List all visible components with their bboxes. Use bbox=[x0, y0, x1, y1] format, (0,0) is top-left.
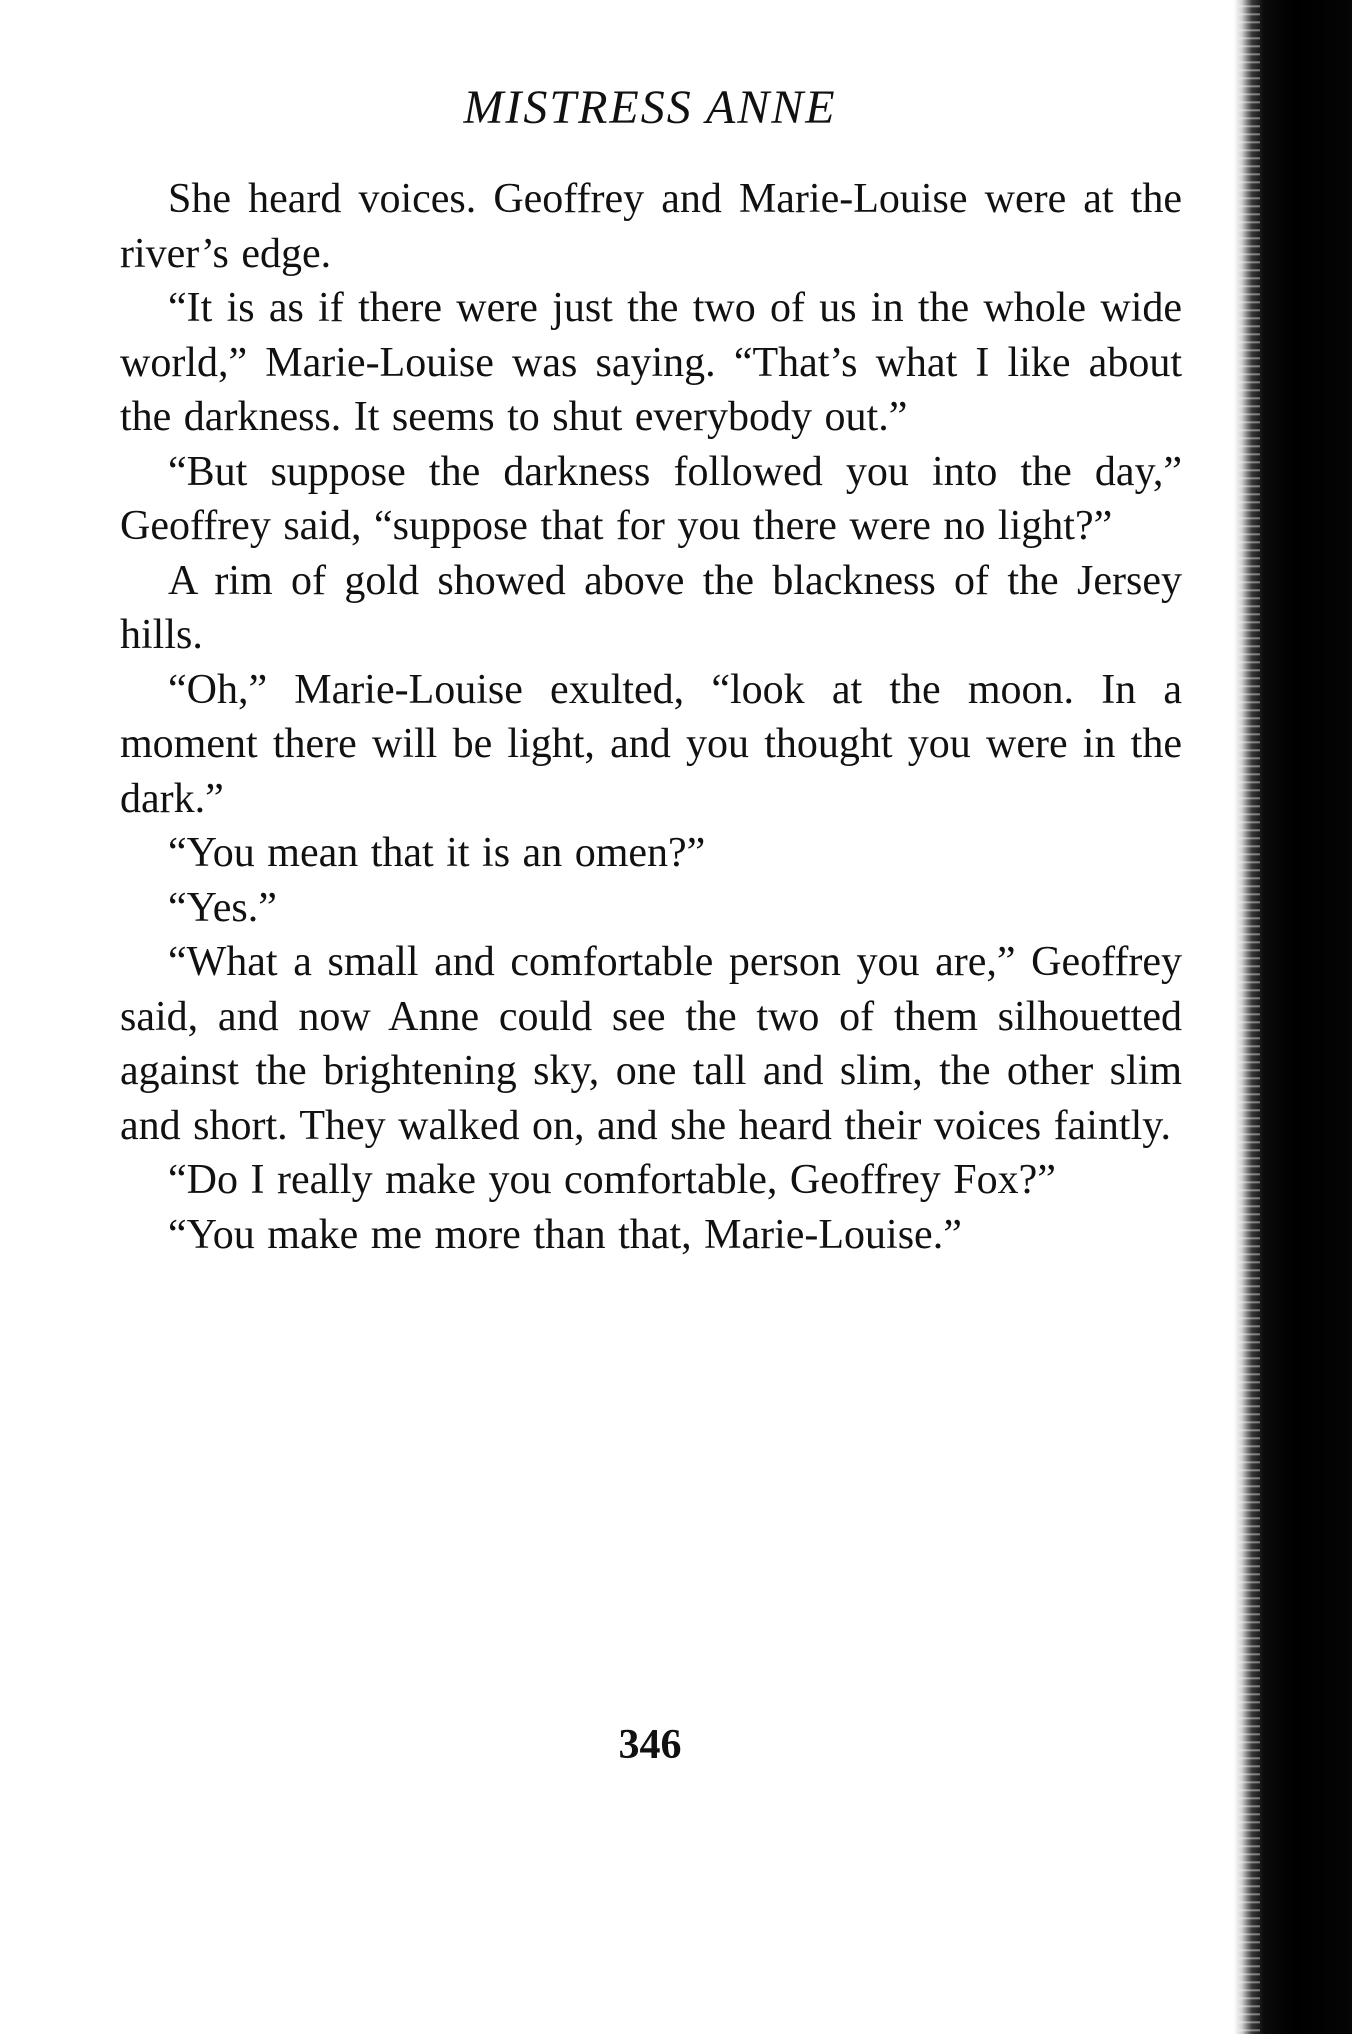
paragraph: “You make me more than that, Marie-Louise.” bbox=[168, 1211, 962, 1258]
paragraph: A rim of gold showed above the blackness of the Jersey hills. bbox=[120, 557, 1182, 658]
running-title: MISTRESS ANNE bbox=[463, 81, 837, 134]
paragraph: “It is as if there were just the two of us in the whole wide world,” Marie-Louise was saying. “That’s what I like about the darkness. It seems to shut everybody out.” bbox=[120, 285, 1182, 440]
paragraph: “Do I really make you comfortable, Geoffrey Fox?” bbox=[168, 1157, 1056, 1203]
paragraph: “But suppose the darkness followed you into the day,” Geoffrey said, “suppose that for you there were no light?” bbox=[120, 448, 1182, 549]
paragraph: “What a small and comfortable person you are,” Geoffrey said, and now Anne could see the two of them silhouetted against the brightening sky, one tall and slim, the other slim and short. They walked on, and she heard their voices faintly. bbox=[120, 939, 1182, 1149]
paragraph: “Yes.” bbox=[168, 884, 277, 931]
paragraph: “You mean that it is an omen?” bbox=[168, 830, 706, 876]
paragraph: “Oh,” Marie-Louise exulted, “look at the moon. In a moment there will be light, and you thought you were in the dark.” bbox=[120, 666, 1182, 822]
body-text bbox=[120, 172, 1182, 1262]
page-number: 346 bbox=[618, 1722, 682, 1768]
paragraph: She heard voices. Geoffrey and Marie-Louise were at the river’s edge. bbox=[120, 176, 1182, 277]
spine-edge-texture bbox=[1238, 0, 1260, 2034]
